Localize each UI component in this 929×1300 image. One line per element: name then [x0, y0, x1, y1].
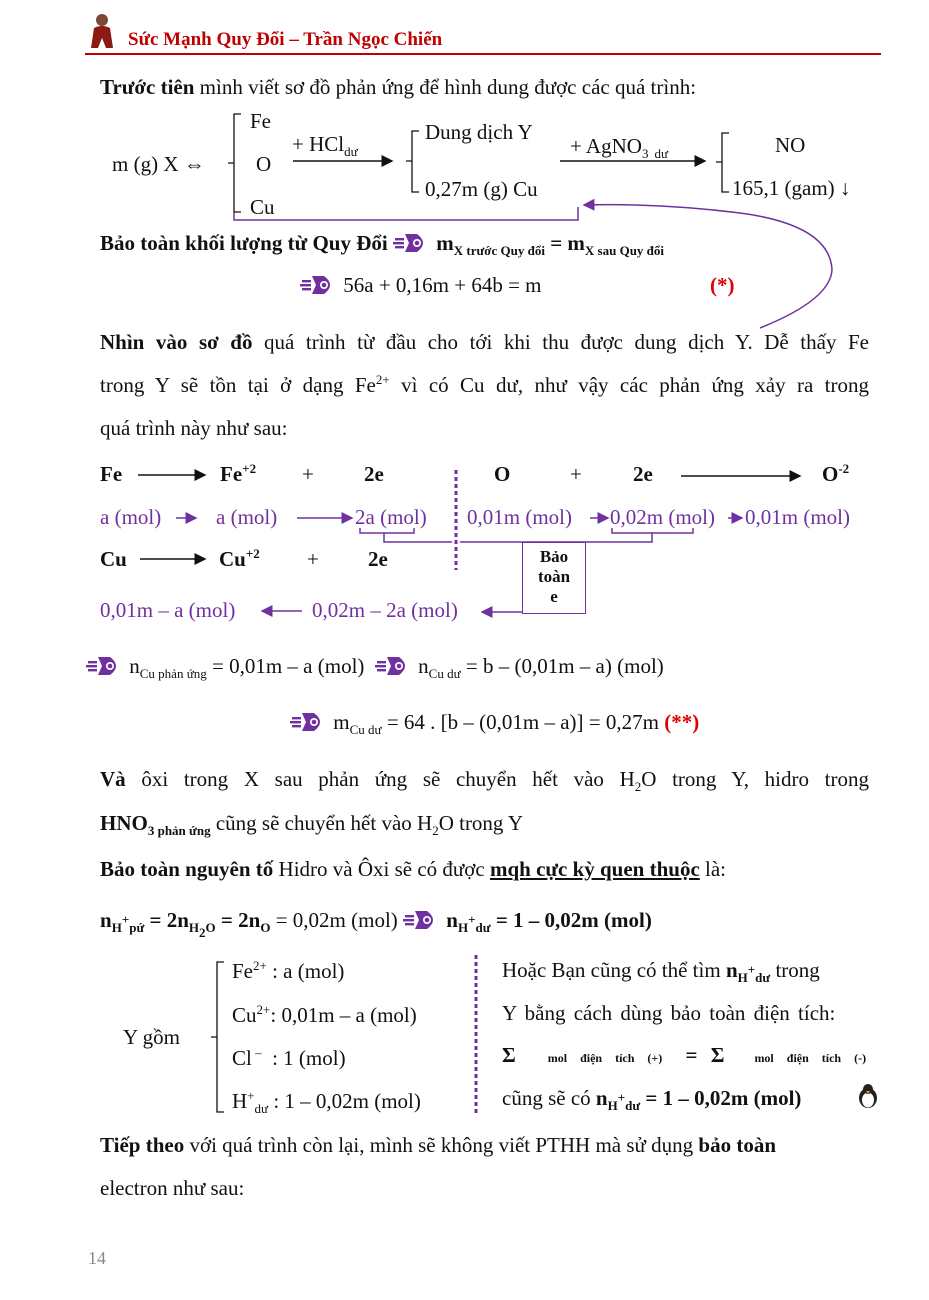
rocket-icon — [393, 232, 431, 254]
down-arrow-icon: ↓ — [839, 176, 851, 200]
e-fe: Fe — [100, 462, 123, 486]
e-plus-3: + — [307, 547, 319, 571]
e-o2: $O^{-2}$ — [822, 461, 850, 486]
e-row2-2: 2a (mol) — [355, 505, 427, 529]
e-cu2: $Cu^{+2}$ — [219, 546, 260, 571]
mid-cu: 0,27m (g) Cu — [425, 177, 538, 201]
intro-line: Trước tiên mình viết sơ đồ phản ứng để hình dung được các quá trình: — [100, 75, 697, 99]
y-item-cl: Cl – : 1 (mol) — [232, 1045, 346, 1070]
e-row4-1: 0,02m – 2a (mol) — [312, 598, 458, 622]
page-number: 14 — [88, 1248, 106, 1268]
penguin-icon — [857, 1083, 879, 1115]
para4-line2: electron như sau: — [100, 1176, 245, 1200]
para1-line1: Nhìn vào sơ đồ quá trình từ đầu cho tới khi thu được dung dịch Y. Dễ thấy Fe — [100, 330, 869, 354]
end-no: NO — [775, 133, 806, 157]
e-plus-2: + — [570, 462, 582, 486]
y-item-fe: $Fe^{2+}$ : a (mol) — [232, 958, 345, 983]
reagent-hcl: + HCl$_{dư}$ — [292, 132, 358, 159]
m-cu-line: $m_{Cu dư} = 64$ . [b – (0,01m – a)] = 0,27m (**) — [290, 710, 699, 734]
note-sigma-line: Σ mol điện tích (+) = Σ mol điện tích (-) — [502, 1043, 867, 1067]
x-part-o: O — [256, 152, 272, 176]
equation-tag-2: (**) — [664, 710, 700, 734]
e-plus-1: + — [302, 462, 314, 486]
para4-line1: Tiếp theo với quá trình còn lại, mình sẽ không viết PTHH mà sử dụng bảo toàn — [100, 1133, 777, 1157]
e-2e-3: 2e — [368, 547, 388, 571]
e-2e-2: 2e — [633, 462, 653, 486]
rocket-icon — [86, 655, 124, 677]
rocket-icon — [290, 711, 328, 733]
e-row2-3: 0,01m (mol) — [467, 505, 572, 529]
para1-line3: quá trình này như sau: — [100, 416, 288, 440]
x-part-cu: Cu — [250, 195, 275, 219]
y-item-h: $H^+_{dư}$ : 1 – 0,02m (mol) — [232, 1088, 421, 1116]
mass-equation: 56a + 0,16m + 64b = m — [300, 273, 542, 297]
end-precipitate: 165,1 (gam) ↓ — [732, 176, 851, 200]
mass-conservation-line: Bảo toàn khối lượng từ Quy Đổi $m_{X trước Quy đổi} = m_{X sau Quy đổi}$ — [100, 231, 665, 258]
y-item-cu: $Cu^{2+}$: 0,01m – a (mol) — [232, 1002, 417, 1027]
e-cu: Cu — [100, 547, 127, 571]
e-row2-0: a (mol) — [100, 505, 162, 529]
e-2e-1: 2e — [364, 462, 384, 486]
n-cu-line: $n_{Cu phản ứng} = 0,01m - a$ (mol) $n_{Cu dư} = b - (0,01m - a)$ (mol) — [86, 654, 664, 678]
note-line2: Y bằng cách dùng bảo toàn điện tích: — [502, 1001, 836, 1025]
rocket-icon — [375, 655, 413, 677]
mid-solution-y: Dung dịch Y — [425, 120, 533, 144]
e-o: O — [494, 462, 511, 486]
y-label: Y gồm — [123, 1025, 180, 1049]
e-row2-5: 0,01m (mol) — [745, 505, 850, 529]
para1-line2: trong Y sẽ tồn tại ở dạng $Fe^{2+}$ vì có Cu dư, như vậy các phản ứng xảy ra trong — [100, 372, 869, 397]
note-line1: Hoặc Bạn cũng có thể tìm $n_{H^+dư}$ trong — [502, 958, 820, 985]
e-row2-4: 0,02m (mol) — [610, 505, 715, 529]
hplus-line: $n_{H^+pứ} = 2n_{H_2O} = 2n_O = 0,02m$ (mol) $n_{H^+dư} = 1 - 0,02m$ (mol) — [100, 908, 652, 940]
rocket-icon — [403, 909, 441, 931]
para2-line1: Và ôxi trong X sau phản ứng sẽ chuyển hết vào $H_2O$ trong Y, hidro trong — [100, 767, 869, 794]
rocket-icon — [300, 274, 338, 296]
para2-line2: $HNO_{3 phản ứng}$ cũng sẽ chuyển hết vào $H_2O$ trong Y — [100, 811, 524, 838]
note-line4: cũng sẽ có $n_{H^+dư} = 1 - 0,02m$ (mol) — [502, 1086, 802, 1113]
reagent-agno3: + AgNO$_3$ $_{dư}$ — [570, 134, 668, 161]
electron-conservation-box: Bảo toàn e — [522, 542, 586, 614]
x-part-fe: Fe — [250, 109, 271, 133]
para3-line: Bảo toàn nguyên tố Hidro và Ôxi sẽ có được mqh cực kỳ quen thuộc là: — [100, 857, 727, 881]
e-fe2: $Fe^{+2}$ — [220, 461, 257, 486]
header-title: Sức Mạnh Quy Đổi – Trần Ngọc Chiến — [128, 29, 443, 50]
e-row4-0: 0,01m – a (mol) — [100, 598, 236, 622]
scheme-start: m (g) X ⇔ — [112, 152, 205, 176]
equation-tag-1: (*) — [710, 273, 735, 297]
e-row2-1: a (mol) — [216, 505, 278, 529]
